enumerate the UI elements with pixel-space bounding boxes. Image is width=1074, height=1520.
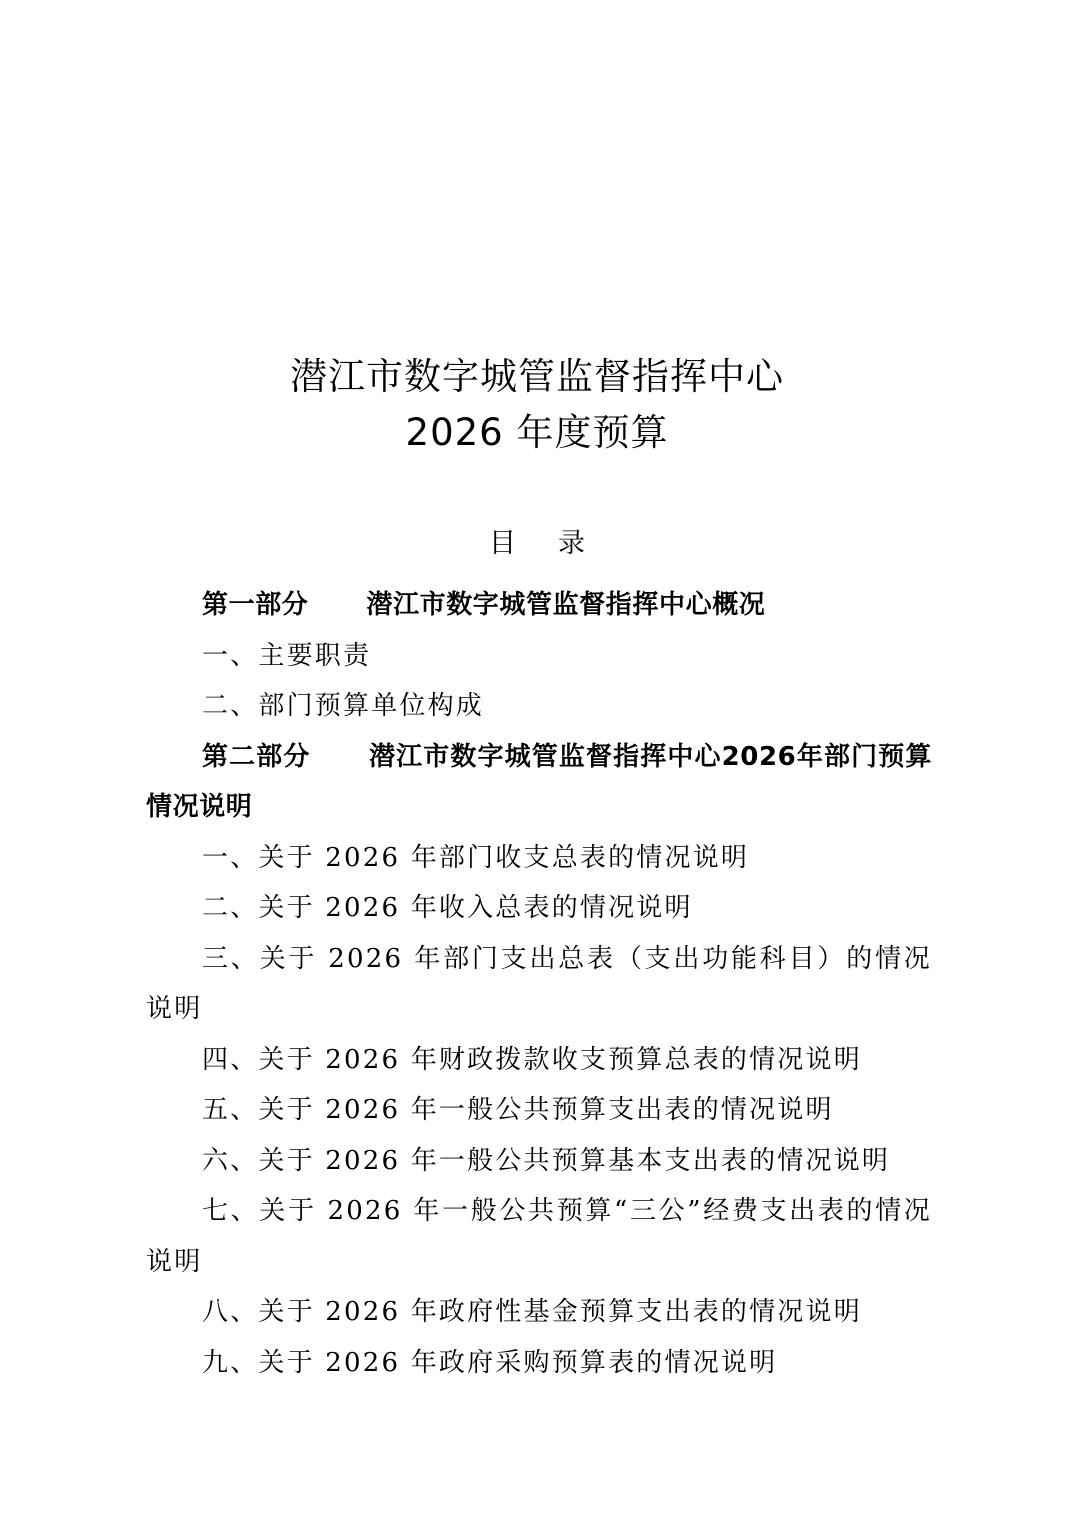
toc-item[interactable]: 八、关于 2026 年政府性基金预算支出表的情况说明 [202,1297,862,1327]
toc-item[interactable]: 三、关于 2026 年部门支出总表（支出功能科目）的情况说明 [146,943,932,1024]
toc-part-2-label: 第二部分 [202,741,311,772]
toc-item[interactable]: 九、关于 2026 年政府采购预算表的情况说明 [202,1347,778,1378]
toc-item[interactable]: 一、主要职责 [202,640,372,671]
toc-part-1-title: 潜江市数字城管监督指挥中心概况 [366,590,766,620]
toc-item[interactable]: 五、关于 2026 年一般公共预算支出表的情况说明 [202,1095,834,1125]
document-title-line-1: 潜江市数字城管监督指挥中心 [290,355,784,398]
toc-part-1[interactable] [146,580,932,631]
toc-heading-right: 录 [558,528,585,559]
toc-item[interactable]: 四、关于 2026 年财政拨款收支预算总表的情况说明 [202,1044,862,1075]
toc-part-2[interactable] [146,732,932,833]
toc-item[interactable]: 一、关于 2026 年部门收支总表的情况说明 [202,842,750,873]
toc-heading [0,524,1074,564]
toc-item[interactable]: 六、关于 2026 年一般公共预算基本支出表的情况说明 [202,1145,891,1176]
toc-part-1-label: 第一部分 [202,590,309,620]
toc-item[interactable]: 七、关于 2026 年一般公共预算“三公”经费支出表的情况说明 [146,1196,932,1277]
table-of-contents [146,580,932,1388]
toc-item[interactable]: 二、部门预算单位构成 [202,691,485,721]
toc-part-2-title: 潜江市数字城管监督指挥中心2026年部门预算情况说明 [146,741,932,822]
toc-heading-left: 目 [489,528,516,559]
document-title-line-2: 2026 年度预算 [405,411,669,454]
toc-item[interactable]: 二、关于 2026 年收入总表的情况说明 [202,893,693,923]
